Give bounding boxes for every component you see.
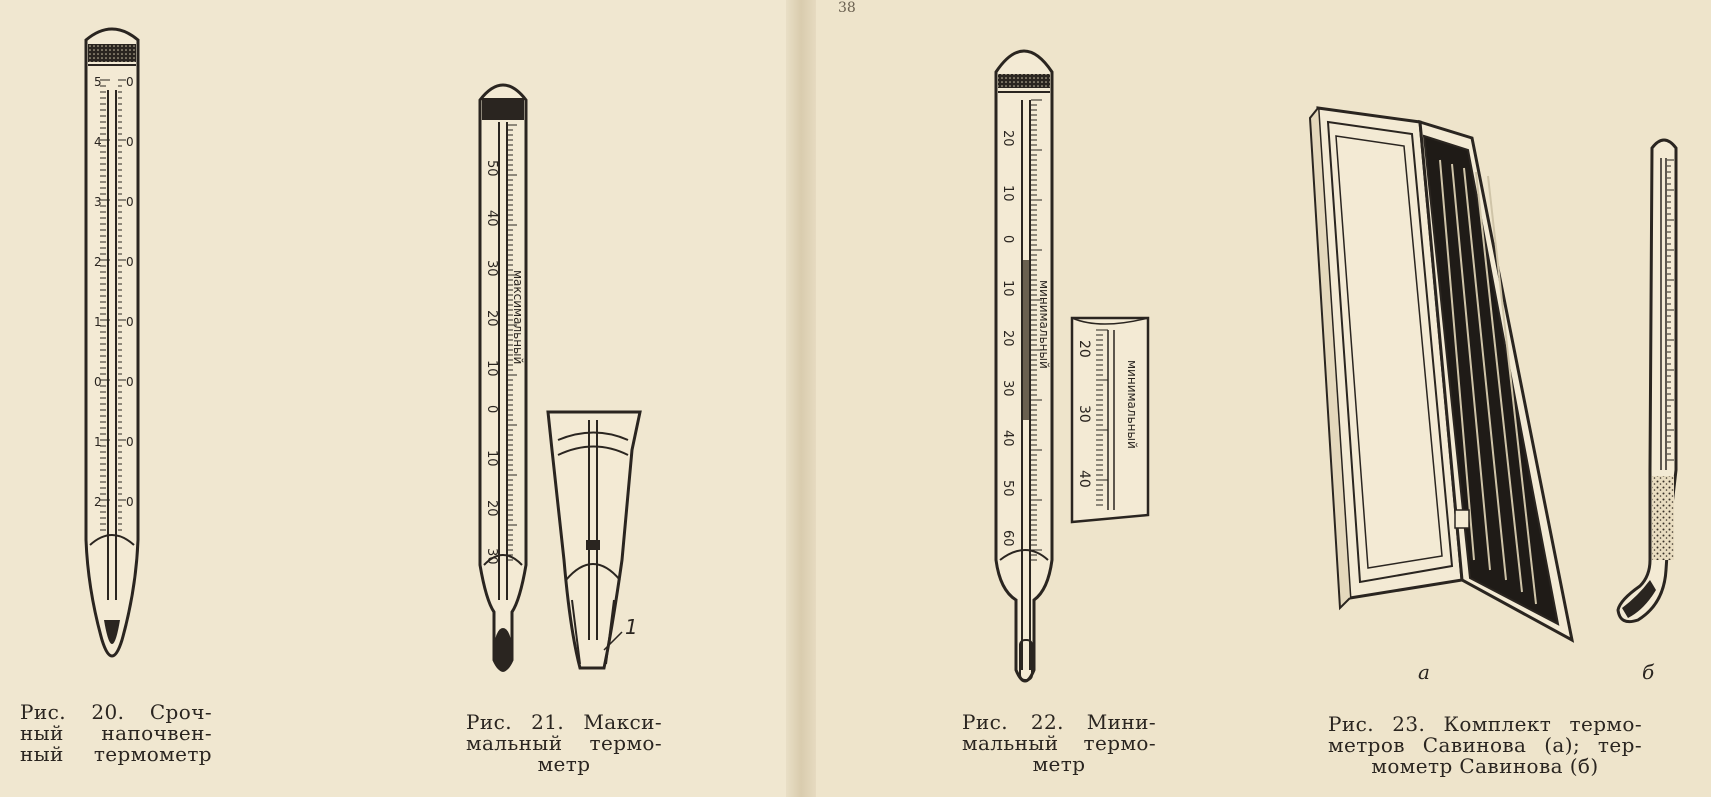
caption-line: Рис. 23. Комплект термо- <box>1328 712 1642 736</box>
fig22-scale-label: 30 <box>1000 380 1015 397</box>
fig21-scale-label: 40 <box>484 210 499 227</box>
fig23a-case-drawing <box>1310 108 1572 640</box>
fig23b-thermometer-drawing <box>1618 140 1676 622</box>
fig20-caption <box>20 702 212 765</box>
caption-line: Рис. 21. Макси- <box>466 710 662 734</box>
fig20-scale-label: 0 <box>94 375 102 389</box>
page-number-fragment: 38 <box>838 0 856 16</box>
fig22-scale-label: 20 <box>1000 330 1015 347</box>
caption-line: мальный термо- <box>962 731 1156 755</box>
fig20-scale-suffix: 0 <box>126 255 134 269</box>
caption-line: метр <box>1032 752 1086 776</box>
fig23-sublabel-b: б <box>1642 660 1655 684</box>
fig21-scale-label: 20 <box>484 310 499 327</box>
fig20-scale-label: 5 <box>94 75 102 89</box>
fig21-caption <box>466 712 662 775</box>
caption-line: метр <box>537 752 591 776</box>
fig20-scale-suffix: 0 <box>126 75 134 89</box>
caption-line: метров Савинова (а); тер- <box>1328 733 1642 757</box>
caption-line: мальный термо- <box>466 731 662 755</box>
caption-line: Рис. 22. Мини- <box>962 710 1156 734</box>
fig20-thermometer-drawing <box>86 29 138 656</box>
fig21-callout-label: 1 <box>625 615 638 639</box>
fig21-scale-label: 30 <box>484 548 499 565</box>
fig20-scale-label: 1 <box>94 435 102 449</box>
fig22-caption <box>962 712 1156 775</box>
fig22-scale-label: 20 <box>1000 130 1015 147</box>
caption-line: Рис. 20. Сроч- <box>20 700 212 724</box>
caption-line: мометр Савинова (б) <box>1371 754 1599 778</box>
fig22-inset-text: минимальный <box>1125 360 1139 449</box>
fig20-scale-suffix: 0 <box>126 495 134 509</box>
fig22-scale-label: 50 <box>1000 480 1015 497</box>
caption-line: ный напочвен- <box>20 721 212 745</box>
fig21-stem-text: максимальный <box>511 270 525 365</box>
fig21-scale-label: 20 <box>484 500 499 517</box>
fig22-inset-scale-label: 20 <box>1076 340 1092 358</box>
fig21-scale-label: 50 <box>484 160 499 177</box>
fig22-cap <box>998 74 1050 88</box>
caption-line: ный термометр <box>20 742 212 766</box>
fig23a-clasp <box>1455 510 1469 528</box>
fig22-scale-label: 10 <box>1000 280 1015 297</box>
fig20-scale-label: 2 <box>94 495 102 509</box>
fig20-scale-suffix: 0 <box>126 435 134 449</box>
fig20-scale-suffix: 0 <box>126 195 134 209</box>
fig20-scale-label: 3 <box>94 195 102 209</box>
fig23b-insulation <box>1652 476 1674 560</box>
fig20-scale-label: 4 <box>94 135 102 149</box>
fig21-scale-label: 10 <box>484 360 499 377</box>
fig20-scale-suffix: 0 <box>126 135 134 149</box>
fig22-scale-label: 60 <box>1000 530 1015 547</box>
fig21-bulb <box>494 628 512 672</box>
fig20-scale-label: 2 <box>94 255 102 269</box>
fig23-sublabel-a: а <box>1418 660 1430 684</box>
fig20-scale-suffix: 0 <box>126 375 134 389</box>
fig21-cap <box>482 98 524 120</box>
fig20-cap <box>88 44 136 62</box>
fig20-scale-suffix: 0 <box>126 315 134 329</box>
fig22-scale-label: 0 <box>1000 235 1015 244</box>
fig22-inset-scale-label: 30 <box>1076 405 1092 423</box>
fig22-stem-text: минимальный <box>1037 280 1051 369</box>
fig23-caption <box>1328 714 1642 777</box>
fig22-inset-scale-label: 40 <box>1076 470 1092 488</box>
fig21-scale-label: 30 <box>484 260 499 277</box>
fig21-scale-label: 10 <box>484 450 499 467</box>
fig21-scale-label: 0 <box>484 405 499 414</box>
fig22-scale-label: 10 <box>1000 185 1015 202</box>
fig20-scale-label: 1 <box>94 315 102 329</box>
fig22-scale-label: 40 <box>1000 430 1015 447</box>
